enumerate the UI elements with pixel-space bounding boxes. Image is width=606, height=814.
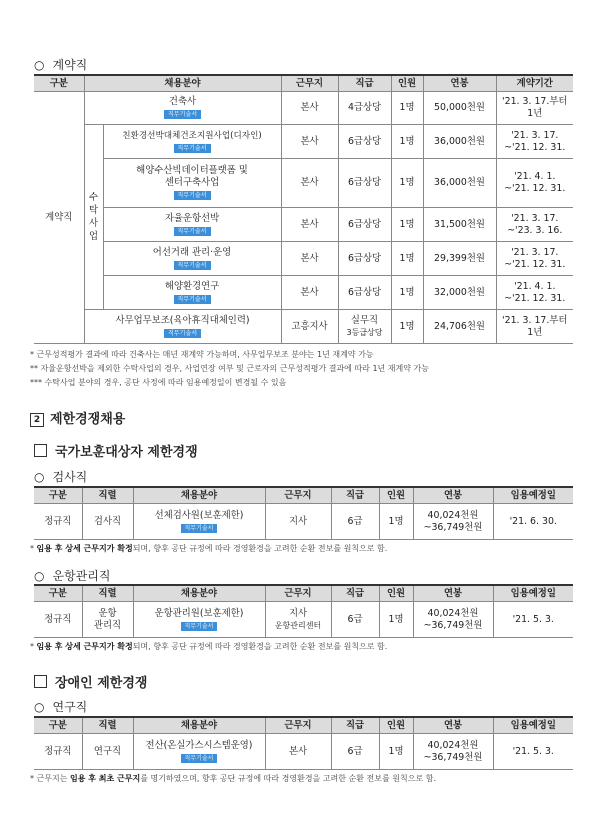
checkbox-icon (34, 444, 47, 457)
note-line: *** 수탁사업 분야의 경우, 공단 사정에 따라 임용예정일이 변경될 수 있음 (30, 378, 287, 387)
field-cell: 선체검사원(보훈제한) 직무기술서 (133, 504, 265, 540)
inspect-table (34, 486, 573, 540)
job-description-badge[interactable]: 직무기술서 (164, 329, 201, 338)
field-cell: 친환경선박대체건조지원사업(디자인) 직무기술서 (103, 125, 281, 159)
subsection-veterans-title: 국가보훈대상자 제한경쟁 (34, 441, 198, 460)
section-inspect-title: ○ 검사직 (34, 470, 88, 484)
table-row: 정규직 운항 관리직 운항관리원(보훈제한) 직무기술서 지사 운항관리센터 6급 1명 40,024천원 ~36,749천원 '21. 5. 3. (34, 602, 573, 638)
table-header-row: 구분 직렬 채용분야 근무지 직급 인원 연봉 임용예정일 (34, 717, 573, 734)
table-header-row: 구분 직렬 채용분야 근무지 직급 인원 연봉 임용예정일 (34, 585, 573, 602)
field-cell: 해양수산빅데이터플랫폼 및 센터구축사업 직무기술서 (103, 159, 281, 208)
table-row: 해양환경연구 직무기술서 본사 6급상당 1명 32,000천원 '21. 4. 1. ~'21. 12. 31. (34, 276, 573, 310)
field-cell: 해양환경연구 직무기술서 (103, 276, 281, 310)
job-description-badge[interactable]: 직무기술서 (181, 524, 218, 533)
job-description-badge[interactable]: 직무기술서 (174, 261, 211, 270)
table-header-row: 구분 채용분야 근무지 직급 인원 연봉 계약기간 (34, 75, 573, 92)
contract-table (34, 74, 573, 344)
note-line: ** 자율운항선박을 제외한 수탁사업의 경우, 사업연장 여부 및 근로자의 근무성적평가 결과에 따라 1년 재계약 가능 (30, 364, 429, 373)
field-cell: 자율운항선박 직무기술서 (103, 208, 281, 242)
field-cell: 건축사 직무기술서 (84, 92, 281, 125)
note-line: * 임용 후 상세 근무지가 확정되며, 향후 공단 규정에 따라 경영환경을 고려한 순환 전보를 원칙으로 함. (30, 642, 388, 651)
table-row: 사무업무보조(육아휴직대체인력) 직무기술서 고흥지사 실무직 3등급상당 1명 24,706천원 '21. 3. 17.부터 1년 (34, 310, 573, 344)
job-description-badge[interactable]: 직무기술서 (174, 227, 211, 236)
job-description-badge[interactable]: 직무기술서 (174, 191, 211, 200)
field-cell: 어선거래 관리·운영 직무기술서 (103, 242, 281, 276)
table-header-row: 구분 직렬 채용분야 근무지 직급 인원 연봉 임용예정일 (34, 487, 573, 504)
job-description-badge[interactable]: 직무기술서 (164, 110, 201, 119)
ops-table (34, 584, 573, 638)
section-2-title: 2 제한경쟁채용 (30, 408, 125, 427)
field-cell: 운항관리원(보훈제한) 직무기술서 (133, 602, 265, 638)
table-row: 자율운항선박 직무기술서 본사 6급상당 1명 31,500천원 '21. 3. 17. ~'23. 3. 16. (34, 208, 573, 242)
research-table (34, 716, 573, 770)
checkbox-icon (34, 675, 47, 688)
job-description-badge[interactable]: 직무기술서 (181, 622, 218, 631)
field-cell: 전산(온실가스시스템운영) 직무기술서 (133, 734, 265, 770)
section-contract-title: ○ 계약직 (34, 58, 88, 72)
job-description-badge[interactable]: 직무기술서 (174, 144, 211, 153)
section-ops-title: ○ 운항관리직 (34, 569, 111, 583)
note-line: * 근무성적평가 결과에 따라 건축사는 매년 재계약 가능하며, 사무업무보조 분야는 1년 재계약 가능 (30, 350, 374, 359)
table-row: 정규직 연구직 전산(온실가스시스템운영) 직무기술서 본사 6급 1명 40,024천원 ~36,749천원 '21. 5. 3. (34, 734, 573, 770)
note-line: * 임용 후 상세 근무지가 확정되며, 향후 공단 규정에 따라 경영환경을 고려한 순환 전보를 원칙으로 함. (30, 544, 388, 553)
field-cell: 사무업무보조(육아휴직대체인력) 직무기술서 (84, 310, 281, 344)
section-research-title: ○ 연구직 (34, 700, 88, 714)
subcategory-cell: 수탁사업 (84, 125, 103, 310)
table-row: 해양수산빅데이터플랫폼 및 센터구축사업 직무기술서 본사 6급상당 1명 36,000천원 '21. 4. 1. ~'21. 12. 31. (34, 159, 573, 208)
job-description-badge[interactable]: 직무기술서 (181, 754, 218, 763)
table-row: 수탁사업 친환경선박대체건조지원사업(디자인) 직무기술서 본사 6급상당 1명 36,000천원 '21. 3. 17. ~'21. 12. 31. (34, 125, 573, 159)
table-row: 정규직 검사직 선체검사원(보훈제한) 직무기술서 지사 6급 1명 40,024천원 ~36,749천원 '21. 6. 30. (34, 504, 573, 540)
category-cell: 계약직 (34, 92, 84, 344)
job-description-badge[interactable]: 직무기술서 (174, 295, 211, 304)
table-row: 계약직 건축사 직무기술서 본사 4급상당 1명 50,000천원 '21. 3. 17.부터 1년 (34, 92, 573, 125)
note-line: * 근무지는 임용 후 최초 근무지를 명기하였으며, 향후 공단 규정에 따라 경영환경을 고려한 순환 전보를 원칙으로 함. (30, 774, 437, 783)
table-row: 어선거래 관리·운영 직무기술서 본사 6급상당 1명 29,399천원 '21. 3. 17. ~'21. 12. 31. (34, 242, 573, 276)
subsection-disabled-title: 장애인 제한경쟁 (34, 672, 147, 691)
